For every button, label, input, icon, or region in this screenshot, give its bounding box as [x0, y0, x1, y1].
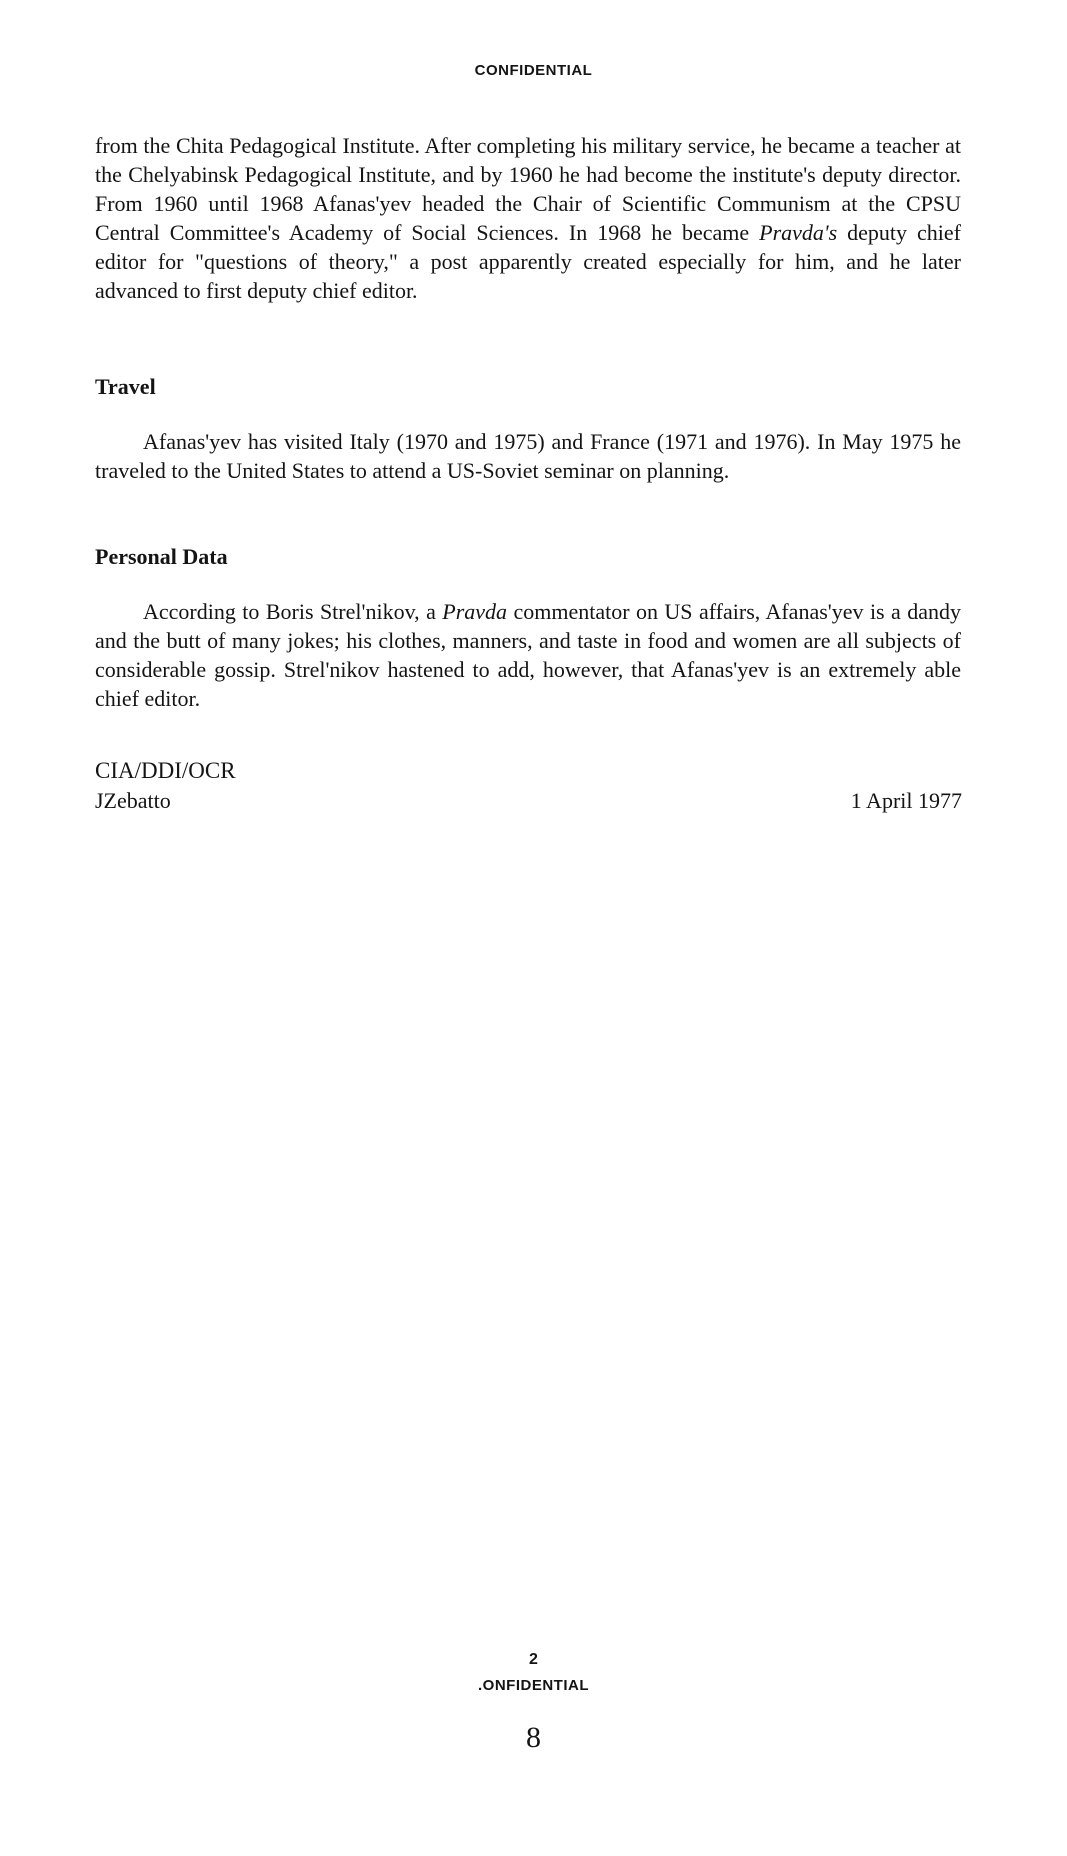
personal-data-heading: Personal Data	[95, 544, 228, 569]
footer-sheet-number: 8	[526, 1721, 541, 1754]
personal-text-part1: According to Boris Strel'nikov, a	[143, 599, 443, 624]
intro-text-part2: deputy chief editor for "questions of theory," a post apparently created especially for him, and he later advanced to first deputy chief editor.	[95, 220, 961, 303]
personal-text-part2: commentator on US affairs, Afanas'yev is a dandy and the butt of many jokes; his clothes, manners, and taste in food and women are all subjects of considerable gossip. Strel'nikov hastened to add, however, that Afanas'yev is an extremely able chief editor.	[95, 599, 962, 711]
intro-text-part1: from the Chita Pedagogical Institute. After completing his military service, he became a teacher at the Chelyabinsk Pedagogical Institute, and by 1960 he had become the institute's deputy director. From 1960 until 1968 Afanas'yev headed the Chair of Scientific Communism at the CPSU Central Committee's Academy of Social Sciences. In 1968 he became	[95, 133, 961, 245]
personal-heading-block	[95, 542, 961, 571]
intro-text-italic: Pravda's	[759, 220, 838, 245]
footer-page-number: 2	[529, 1651, 538, 1668]
intro-paragraph-block	[95, 131, 961, 305]
travel-paragraph: Afanas'yev has visited Italy (1970 and 1975) and France (1971 and 1976). In May 1975 he traveled to the United States to attend a US-Soviet seminar on planning.	[95, 429, 961, 483]
intro-paragraph	[95, 131, 961, 305]
personal-paragraph-block	[95, 597, 961, 713]
signature-date: 1 April 1977	[850, 788, 962, 813]
personal-text-italic: Pravda	[442, 599, 508, 624]
signature-office: CIA/DDI/OCR	[95, 758, 236, 783]
classification-footer: .ONFIDENTIAL	[478, 1677, 589, 1694]
travel-paragraph-block	[95, 427, 961, 485]
personal-paragraph	[95, 597, 961, 713]
classification-header: CONFIDENTIAL	[474, 62, 593, 79]
travel-heading: Travel	[95, 374, 156, 399]
travel-heading-block	[95, 372, 961, 401]
signature-author: JZebatto	[95, 788, 171, 813]
